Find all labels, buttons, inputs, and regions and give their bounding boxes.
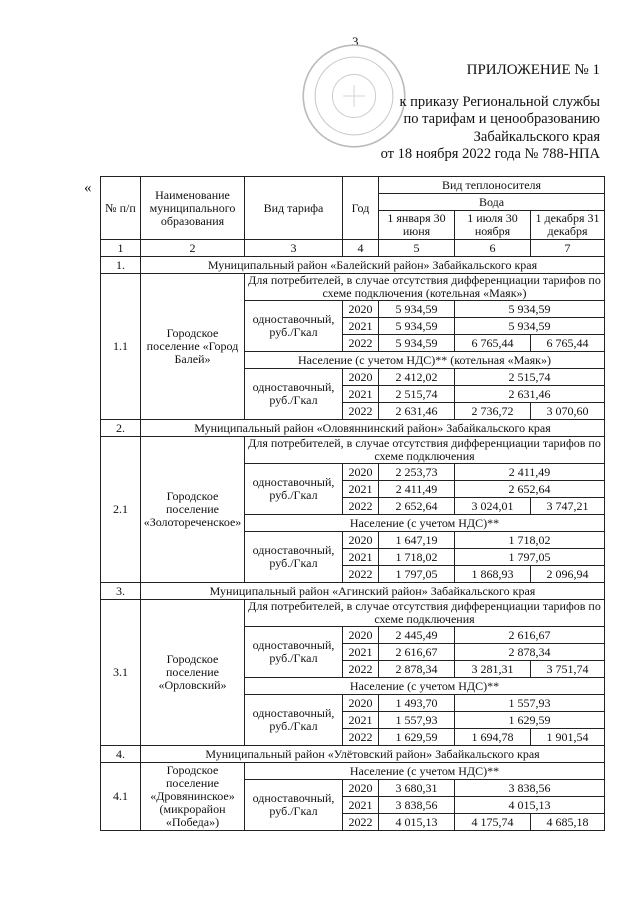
value-cell: 1 718,02	[455, 532, 605, 549]
section-number: 4.	[101, 746, 141, 763]
section-title: Муниципальный район «Оловяннинский район» Забайкальского края	[141, 420, 605, 437]
opening-quote: «	[84, 180, 92, 196]
value-cell: 2 616,67	[379, 644, 455, 661]
value-cell: 1 868,93	[455, 566, 531, 583]
header-name: Наименование муниципального образования	[141, 177, 245, 240]
value-cell: 6 765,44	[455, 335, 531, 352]
section-title: Муниципальный район «Улётовский район» Забайкальского края	[141, 746, 605, 763]
appendix-header	[360, 62, 600, 164]
section-title: Муниципальный район «Агинский район» Забайкальского края	[141, 583, 605, 600]
header-period-3: 1 декабря 31 декабря	[531, 211, 605, 240]
value-cell: 3 838,56	[455, 780, 605, 797]
group-row	[101, 763, 605, 780]
year-cell: 2020	[343, 695, 379, 712]
value-cell: 4 175,74	[455, 814, 531, 831]
value-cell: 2 652,64	[455, 481, 605, 498]
year-cell: 2021	[343, 318, 379, 335]
municipality-name: Городское поселение «Дровянинское» (микрорайон «Победа»)	[141, 763, 245, 831]
value-cell: 2 445,49	[379, 627, 455, 644]
year-cell: 2020	[343, 369, 379, 386]
index-cell: 1	[101, 240, 141, 257]
value-cell: 1 557,93	[379, 712, 455, 729]
value-cell: 3 680,31	[379, 780, 455, 797]
index-cell: 5	[379, 240, 455, 257]
value-cell: 5 934,59	[379, 301, 455, 318]
value-cell: 2 412,02	[379, 369, 455, 386]
value-cell: 5 934,59	[379, 318, 455, 335]
value-cell: 3 024,01	[455, 498, 531, 515]
value-cell: 3 838,56	[379, 797, 455, 814]
group-row	[101, 437, 605, 464]
value-cell: 5 934,59	[455, 318, 605, 335]
value-cell: 3 070,60	[531, 403, 605, 420]
header-period-2: 1 июля 30 ноября	[455, 211, 531, 240]
value-cell: 2 253,73	[379, 464, 455, 481]
tariff-type: одноставочный, руб./Гкал	[245, 464, 343, 515]
header-carrier: Вид теплоносителя	[379, 177, 605, 194]
value-cell: 2 096,94	[531, 566, 605, 583]
value-cell: 2 878,34	[455, 644, 605, 661]
year-cell: 2022	[343, 661, 379, 678]
year-cell: 2022	[343, 729, 379, 746]
index-cell: 4	[343, 240, 379, 257]
year-cell: 2020	[343, 464, 379, 481]
header-water: Вода	[379, 194, 605, 211]
value-cell: 3 747,21	[531, 498, 605, 515]
year-cell: 2020	[343, 780, 379, 797]
section-row	[101, 746, 605, 763]
tariff-type: одноставочный, руб./Гкал	[245, 695, 343, 746]
value-cell: 5 934,59	[455, 301, 605, 318]
consumer-group: Для потребителей, в случае отсутствия дифференциации тарифов по схеме подключения (котельная «Маяк»)	[245, 274, 605, 301]
header-line-3: Забайкальского края	[473, 128, 600, 145]
year-cell: 2021	[343, 549, 379, 566]
year-cell: 2022	[343, 335, 379, 352]
year-cell: 2020	[343, 532, 379, 549]
tariff-type: одноставочный, руб./Гкал	[245, 532, 343, 583]
value-cell: 1 629,59	[379, 729, 455, 746]
value-cell: 2 631,46	[379, 403, 455, 420]
value-cell: 1 647,19	[379, 532, 455, 549]
section-row	[101, 420, 605, 437]
value-cell: 1 629,59	[455, 712, 605, 729]
value-cell: 1 718,02	[379, 549, 455, 566]
value-cell: 3 281,31	[455, 661, 531, 678]
consumer-group: Население (с учетом НДС)** (котельная «Маяк»)	[245, 352, 605, 369]
tariff-type: одноставочный, руб./Гкал	[245, 780, 343, 831]
section-row	[101, 583, 605, 600]
section-number: 2.	[101, 420, 141, 437]
header-period-1: 1 января 30 июня	[379, 211, 455, 240]
value-cell: 3 751,74	[531, 661, 605, 678]
value-cell: 5 934,59	[379, 335, 455, 352]
year-cell: 2021	[343, 797, 379, 814]
tariff-type: одноставочный, руб./Гкал	[245, 369, 343, 420]
year-cell: 2022	[343, 814, 379, 831]
tariff-type: одноставочный, руб./Гкал	[245, 627, 343, 678]
value-cell: 2 515,74	[455, 369, 605, 386]
year-cell: 2022	[343, 566, 379, 583]
header-num: № п/п	[101, 177, 141, 240]
index-cell: 3	[245, 240, 343, 257]
consumer-group: Население (с учетом НДС)**	[245, 515, 605, 532]
appendix-title: ПРИЛОЖЕНИЕ № 1	[466, 62, 600, 78]
value-cell: 1 694,78	[455, 729, 531, 746]
municipality-name: Городское поселение «Орловский»	[141, 600, 245, 746]
index-cell: 6	[455, 240, 531, 257]
header-tariff: Вид тарифа	[245, 177, 343, 240]
year-cell: 2021	[343, 481, 379, 498]
municipality-name: Городское поселение «Город Балей»	[141, 274, 245, 420]
year-cell: 2022	[343, 498, 379, 515]
header-line-4: от 18 ноября 2022 года № 788-НПА	[380, 146, 600, 162]
page-number: 3	[352, 34, 359, 49]
year-cell: 2020	[343, 301, 379, 318]
value-cell: 2 616,67	[455, 627, 605, 644]
value-cell: 4 685,18	[531, 814, 605, 831]
value-cell: 2 878,34	[379, 661, 455, 678]
subsection-number: 3.1	[101, 600, 141, 746]
value-cell: 1 901,54	[531, 729, 605, 746]
value-cell: 2 631,46	[455, 386, 605, 403]
value-cell: 2 736,72	[455, 403, 531, 420]
tariff-table	[100, 176, 605, 831]
subsection-number: 1.1	[101, 274, 141, 420]
value-cell: 4 015,13	[455, 797, 605, 814]
value-cell: 6 765,44	[531, 335, 605, 352]
group-row	[101, 274, 605, 301]
year-cell: 2021	[343, 712, 379, 729]
index-cell: 2	[141, 240, 245, 257]
value-cell: 1 797,05	[379, 566, 455, 583]
municipality-name: Городское поселение «Золотореченское»	[141, 437, 245, 583]
consumer-group: Для потребителей, в случае отсутствия дифференциации тарифов по схеме подключения	[245, 600, 605, 627]
value-cell: 4 015,13	[379, 814, 455, 831]
section-title: Муниципальный район «Балейский район» Забайкальского края	[141, 257, 605, 274]
subsection-number: 4.1	[101, 763, 141, 831]
value-cell: 2 411,49	[379, 481, 455, 498]
year-cell: 2021	[343, 644, 379, 661]
value-cell: 1 797,05	[455, 549, 605, 566]
year-cell: 2022	[343, 403, 379, 420]
value-cell: 1 493,70	[379, 695, 455, 712]
year-cell: 2020	[343, 627, 379, 644]
section-number: 3.	[101, 583, 141, 600]
consumer-group: Для потребителей, в случае отсутствия дифференциации тарифов по схеме подключения	[245, 437, 605, 464]
section-row	[101, 257, 605, 274]
tariff-type: одноставочный, руб./Гкал	[245, 301, 343, 352]
header-line-2: по тарифам и ценообразованию	[403, 111, 600, 127]
consumer-group: Население (с учетом НДС)**	[245, 678, 605, 695]
consumer-group: Население (с учетом НДС)**	[245, 763, 605, 780]
value-cell: 1 557,93	[455, 695, 605, 712]
value-cell: 2 411,49	[455, 464, 605, 481]
index-cell: 7	[531, 240, 605, 257]
header-line-1: к приказу Региональной службы	[399, 93, 600, 110]
value-cell: 2 652,64	[379, 498, 455, 515]
group-row	[101, 600, 605, 627]
year-cell: 2021	[343, 386, 379, 403]
section-number: 1.	[101, 257, 141, 274]
subsection-number: 2.1	[101, 437, 141, 583]
value-cell: 2 515,74	[379, 386, 455, 403]
header-year: Год	[343, 177, 379, 240]
